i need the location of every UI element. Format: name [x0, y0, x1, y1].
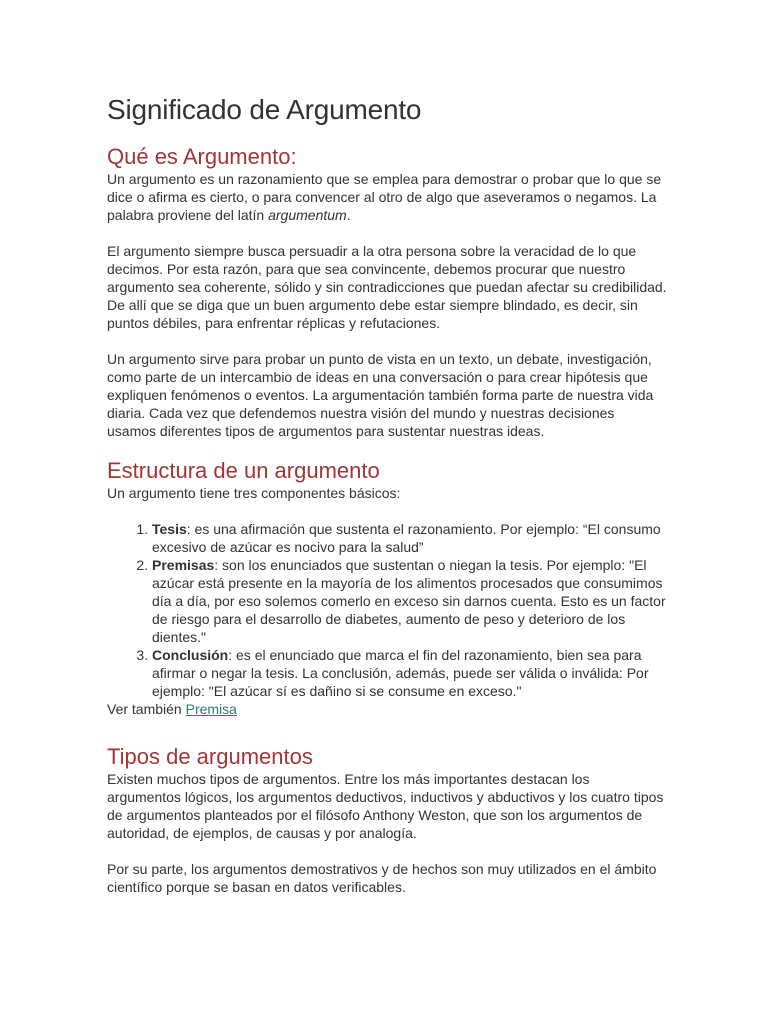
paragraph-text: Un argumento es un razonamiento que se emplea para demostrar o probar que lo que se dice o afirma es cierto, o para convencer al otro de algo que aseveramos o negamos. La palabra proviene del latín	[107, 171, 662, 223]
section-estructura	[107, 458, 667, 718]
list-item-term: Premisas	[152, 557, 215, 573]
list-item-term: Tesis	[152, 521, 187, 537]
page-title: Significado de Argumento	[107, 94, 422, 125]
list-item-text: : es una afirmación que sustenta el razonamiento. Por ejemplo: “El consumo excesivo de azúcar es nocivo para la salud”	[152, 521, 661, 555]
paragraph: Existen muchos tipos de argumentos. Entre los más importantes destacan los argumentos lógicos, los argumentos deductivos, inductivos y abductivos y los cuatro tipos de argumentos planteados por el filósofo Anthony Weston, que son los argumentos de autoridad, de ejemplos, de causas y por analogía.	[107, 771, 664, 841]
list-item	[152, 556, 667, 646]
section-tipos	[107, 744, 667, 896]
section-que-es-argumento	[107, 144, 667, 440]
list-item	[152, 646, 667, 700]
list-item	[152, 520, 667, 556]
paragraph: Un argumento tiene tres componentes básicos:	[107, 485, 401, 501]
list-item-text: : son los enunciados que sustentan o niegan la tesis. Por ejemplo: "El azúcar está presente en la mayoría de los alimentos procesados que consumimos día a día, por eso solemos comerlo en exceso sin darnos cuenta. Esto es un factor de riesgo para el desarrollo de diabetes, aumento de peso y deterioro de los dientes."	[152, 557, 666, 645]
premisa-link[interactable]: Premisa	[185, 701, 237, 717]
section-heading: Tipos de argumentos	[107, 744, 313, 769]
list-item-text: : es el enunciado que marca el fin del razonamiento, bien sea para afirmar o negar la tesis. La conclusión, además, puede ser válida o inválida: Por ejemplo: "El azúcar sí es dañino si se consume en exceso."	[152, 647, 649, 699]
see-also	[107, 700, 667, 718]
paragraph: El argumento siempre busca persuadir a la otra persona sobre la veracidad de lo que decimos. Por esta razón, para que sea convincente, debemos procurar que nuestro argumento sea coherente, sólido y sin contradicciones que puedan afectar su credibilidad. De allí que se diga que un buen argumento debe estar siempre blindado, es decir, sin puntos débiles, para enfrentar réplicas y refutaciones.	[107, 243, 667, 331]
document-page	[107, 90, 667, 914]
section-heading: Qué es Argumento:	[107, 144, 297, 169]
section-heading: Estructura de un argumento	[107, 458, 380, 483]
paragraph: Por su parte, los argumentos demostrativos y de hechos son muy utilizados en el ámbito científico porque se basan en datos verificables.	[107, 861, 657, 895]
see-also-label: Ver también	[107, 701, 186, 717]
components-list	[107, 520, 667, 700]
paragraph	[107, 170, 667, 224]
paragraph-text-end: .	[346, 207, 351, 223]
list-item-term: Conclusión	[152, 647, 229, 663]
paragraph: Un argumento sirve para probar un punto de vista en un texto, un debate, investigación, como parte de un intercambio de ideas en una conversación o para crear hipótesis que expliquen fenómenos o eventos. La argumentación también forma parte de nuestra vida diaria. Cada vez que defendemos nuestra visión del mundo y nuestras decisiones usamos diferentes tipos de argumentos para sustentar nuestras ideas.	[107, 351, 654, 439]
latin-term: argumentum	[268, 207, 347, 223]
